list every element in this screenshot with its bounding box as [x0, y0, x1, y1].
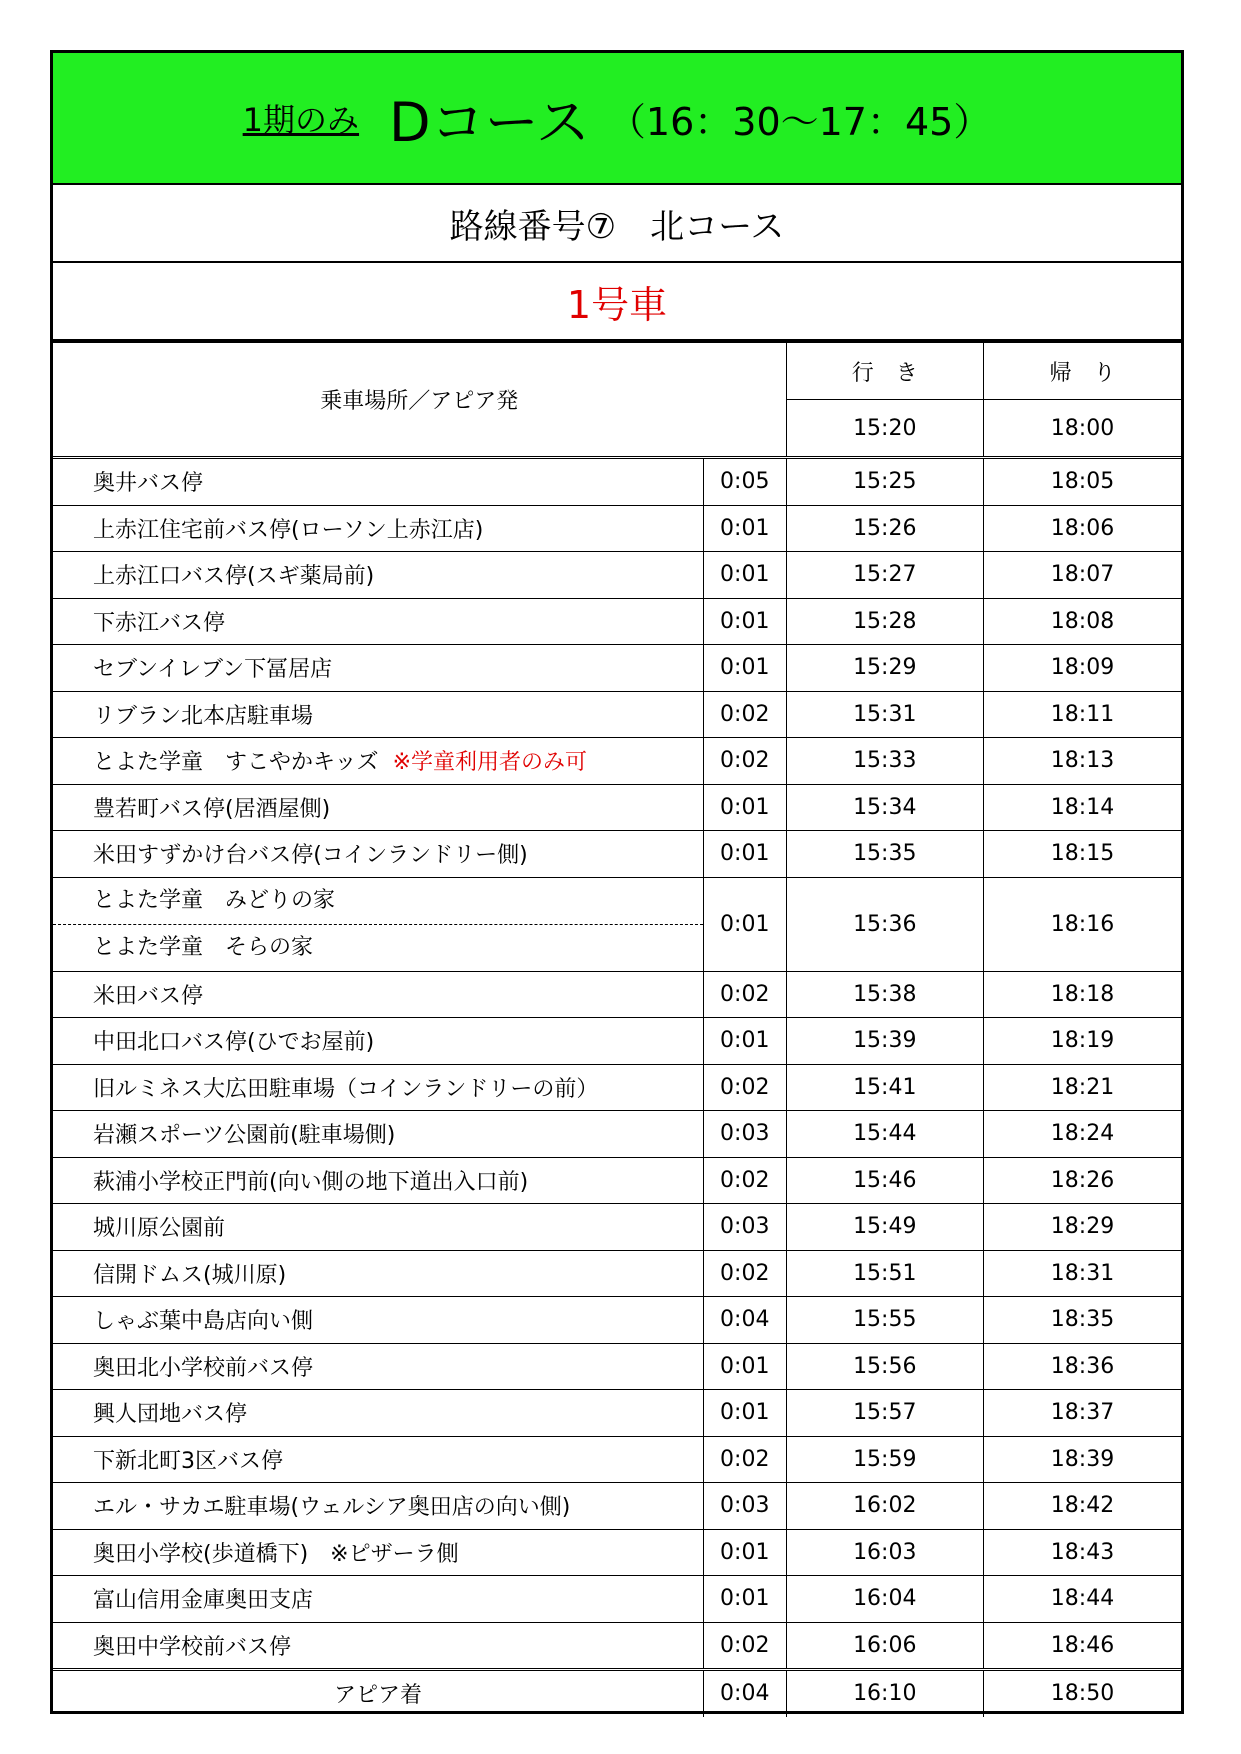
- return-time-cell: 18:44: [984, 1576, 1182, 1623]
- interval-cell: 0:01: [703, 1390, 786, 1437]
- return-time-cell: 18:09: [984, 645, 1182, 692]
- return-time-cell: 18:42: [984, 1483, 1182, 1530]
- outbound-time-cell: 16:02: [786, 1483, 983, 1530]
- schedule-table: [53, 342, 1181, 1717]
- stop-name: [53, 971, 703, 1018]
- table-row: [53, 598, 1181, 645]
- table-row: [53, 1576, 1181, 1623]
- outbound-time-cell: 15:49: [786, 1204, 983, 1251]
- stop-name: [53, 1576, 703, 1623]
- interval-cell: 0:03: [703, 1111, 786, 1158]
- return-time-cell: 18:37: [984, 1390, 1182, 1437]
- interval-cell: 0:02: [703, 1250, 786, 1297]
- stop-name: [53, 645, 703, 692]
- return-time-cell: 18:29: [984, 1204, 1182, 1251]
- stop-name: [53, 1157, 703, 1204]
- stop-name-text: 下赤江バス停: [93, 610, 226, 636]
- table-row: [53, 691, 1181, 738]
- stop-name-combined: [53, 877, 703, 971]
- table-row: [53, 971, 1181, 1018]
- stop-name: [53, 784, 703, 831]
- stop-note: ※学童利用者のみ可: [392, 750, 587, 776]
- outbound-time-cell: 15:34: [786, 784, 983, 831]
- outbound-time-cell: 15:29: [786, 645, 983, 692]
- table-row: [53, 784, 1181, 831]
- return-time-cell: 18:26: [984, 1157, 1182, 1204]
- stop-name-text: 旧ルミネス大広田駐車場（コインランドリーの前）: [93, 1076, 599, 1102]
- return-time-cell: 18:05: [984, 458, 1182, 506]
- arrival-label: アピア着: [53, 1670, 703, 1717]
- table-row: [53, 831, 1181, 878]
- stop-name-text: 信開ドムス(城川原): [93, 1262, 287, 1288]
- stop-name-text: セブンイレブン下冨居店: [93, 657, 333, 683]
- stop-name-text: 奥井バス停: [93, 471, 204, 497]
- table-row: [53, 1529, 1181, 1576]
- outbound-time-cell: 15:44: [786, 1111, 983, 1158]
- table-row: [53, 458, 1181, 506]
- interval-cell: 0:01: [703, 1018, 786, 1065]
- return-time-cell: 18:07: [984, 552, 1182, 599]
- stop-name-text: 岩瀬スポーツ公園前(駐車場側): [93, 1123, 396, 1149]
- table-row: [53, 552, 1181, 599]
- interval-cell: 0:01: [703, 1343, 786, 1390]
- stop-name-text: しゃぶ葉中島店向い側: [93, 1309, 314, 1335]
- outbound-time-cell: 15:59: [786, 1436, 983, 1483]
- interval-cell: 0:02: [703, 1064, 786, 1111]
- table-row: [53, 1436, 1181, 1483]
- return-time-cell: 18:35: [984, 1297, 1182, 1344]
- interval-cell: 0:01: [703, 645, 786, 692]
- outbound-time-cell: 15:26: [786, 505, 983, 552]
- timetable-sheet: [50, 50, 1184, 1714]
- period-label: 1期のみ: [242, 101, 360, 139]
- stop-name-text: 城川原公園前: [93, 1216, 226, 1242]
- stop-name-text: 上赤江口バス停(スギ薬局前): [93, 564, 375, 590]
- table-row: [53, 1111, 1181, 1158]
- stop-name-text: 上赤江住宅前バス停(ローソン上赤江店): [93, 517, 484, 543]
- table-row: [53, 1390, 1181, 1437]
- stop-name: [53, 1390, 703, 1437]
- stop-name: [53, 1297, 703, 1344]
- outbound-time-cell: 15:56: [786, 1343, 983, 1390]
- interval-cell: 0:02: [703, 691, 786, 738]
- outbound-time-cell: 15:46: [786, 1157, 983, 1204]
- course-time: （16：30～17：45）: [607, 99, 992, 144]
- interval-cell: 0:04: [703, 1670, 786, 1717]
- table-row: [53, 1343, 1181, 1390]
- return-time-cell: 18:43: [984, 1529, 1182, 1576]
- return-time-cell: 18:13: [984, 738, 1182, 785]
- course-title-banner: [53, 53, 1181, 185]
- stop-name: [53, 1018, 703, 1065]
- route-number: 路線番号⑦ 北コース: [53, 185, 1181, 263]
- interval-cell: 0:01: [703, 552, 786, 599]
- interval-cell: 0:01: [703, 505, 786, 552]
- outbound-time-cell: 15:57: [786, 1390, 983, 1437]
- return-time-cell: 18:11: [984, 691, 1182, 738]
- stop-name-text: 奥田北小学校前バス停: [93, 1355, 314, 1381]
- stop-name-text: 下新北町3区バス停: [93, 1448, 283, 1474]
- interval-cell: 0:03: [703, 1204, 786, 1251]
- stop-name-text: 中田北口バス停(ひでお屋前): [93, 1030, 375, 1056]
- arrival-row: [53, 1670, 1181, 1717]
- stop-name: [53, 1622, 703, 1670]
- outbound-time-cell: 15:27: [786, 552, 983, 599]
- stop-name-text: 奥田中学校前バス停: [93, 1634, 292, 1660]
- return-time-cell: 18:21: [984, 1064, 1182, 1111]
- return-time-cell: 18:31: [984, 1250, 1182, 1297]
- return-time-cell: 18:19: [984, 1018, 1182, 1065]
- stop-name: [53, 1111, 703, 1158]
- stop-name-text: リブラン北本店駐車場: [93, 703, 314, 729]
- stop-name: [53, 598, 703, 645]
- outbound-time-cell: 15:33: [786, 738, 983, 785]
- stop-name-text: 豊若町バス停(居酒屋側): [93, 796, 331, 822]
- outbound-time-cell: 16:03: [786, 1529, 983, 1576]
- stop-name-text: 奥田小学校(歩道橋下) ※ピザーラ側: [93, 1541, 459, 1567]
- outbound-time-cell: 15:28: [786, 598, 983, 645]
- stop-name: [53, 1250, 703, 1297]
- outbound-time-cell: 15:36: [786, 877, 983, 971]
- outbound-time-cell: 15:38: [786, 971, 983, 1018]
- interval-cell: 0:02: [703, 971, 786, 1018]
- interval-cell: 0:02: [703, 738, 786, 785]
- stop-name-text: 米田バス停: [93, 983, 204, 1009]
- interval-cell: 0:01: [703, 877, 786, 971]
- return-time-cell: 18:46: [984, 1622, 1182, 1670]
- outbound-start-time: 15:20: [786, 400, 983, 458]
- table-row-combined: [53, 877, 1181, 971]
- interval-cell: 0:01: [703, 598, 786, 645]
- stop-name: [53, 1343, 703, 1390]
- stop-name-text: エル・サカエ駐車場(ウェルシア奥田店の向い側): [93, 1495, 571, 1521]
- outbound-time-cell: 15:39: [786, 1018, 983, 1065]
- stop-name: [53, 1483, 703, 1530]
- stop-name: [53, 691, 703, 738]
- table-row: [53, 1157, 1181, 1204]
- car-number: 1号車: [53, 263, 1181, 342]
- outbound-time-cell: 16:04: [786, 1576, 983, 1623]
- table-row: [53, 1622, 1181, 1670]
- stop-name: [53, 1529, 703, 1576]
- interval-cell: 0:03: [703, 1483, 786, 1530]
- outbound-time-cell: 15:31: [786, 691, 983, 738]
- table-row: [53, 1018, 1181, 1065]
- stop-name-text: とよた学童 すこやかキッズ: [93, 750, 379, 776]
- stop-name-text: 萩浦小学校正門前(向い側の地下道出入口前): [93, 1169, 529, 1195]
- return-time-cell: 18:18: [984, 971, 1182, 1018]
- interval-cell: 0:01: [703, 784, 786, 831]
- stop-name-text: とよた学童 そらの家: [93, 934, 314, 960]
- stop-name: [53, 831, 703, 878]
- table-row: [53, 645, 1181, 692]
- table-header-row: [53, 343, 1181, 400]
- return-time-cell: 18:08: [984, 598, 1182, 645]
- table-row: [53, 1250, 1181, 1297]
- table-row: [53, 1297, 1181, 1344]
- return-time-cell: 18:50: [984, 1670, 1182, 1717]
- outbound-time-cell: 15:35: [786, 831, 983, 878]
- stop-name: [53, 1204, 703, 1251]
- return-time-cell: 18:15: [984, 831, 1182, 878]
- return-time-cell: 18:24: [984, 1111, 1182, 1158]
- departure-label: 乗車場所／アピア発: [53, 343, 786, 458]
- interval-cell: 0:02: [703, 1622, 786, 1670]
- table-row: [53, 1064, 1181, 1111]
- stop-name: [53, 552, 703, 599]
- stop-name-text: 富山信用金庫奥田支店: [93, 1588, 314, 1614]
- table-row: [53, 1204, 1181, 1251]
- return-time-cell: 18:14: [984, 784, 1182, 831]
- outbound-time-cell: 15:55: [786, 1297, 983, 1344]
- outbound-time-cell: 15:25: [786, 458, 983, 506]
- return-time-cell: 18:16: [984, 877, 1182, 971]
- return-start-time: 18:00: [984, 400, 1182, 458]
- stop-name-text: とよた学童 みどりの家: [53, 878, 703, 925]
- table-row: [53, 505, 1181, 552]
- return-time-cell: 18:39: [984, 1436, 1182, 1483]
- table-row: [53, 738, 1181, 785]
- table-row: [53, 1483, 1181, 1530]
- interval-cell: 0:01: [703, 1529, 786, 1576]
- interval-cell: 0:02: [703, 1157, 786, 1204]
- outbound-time-cell: 15:51: [786, 1250, 983, 1297]
- return-time-cell: 18:06: [984, 505, 1182, 552]
- return-time-cell: 18:36: [984, 1343, 1182, 1390]
- interval-cell: 0:01: [703, 1576, 786, 1623]
- stop-name: [53, 505, 703, 552]
- stop-name: [53, 1436, 703, 1483]
- interval-cell: 0:04: [703, 1297, 786, 1344]
- interval-cell: 0:02: [703, 1436, 786, 1483]
- course-name: Dコース: [389, 90, 590, 154]
- return-header: 帰 り: [984, 343, 1182, 400]
- interval-cell: 0:05: [703, 458, 786, 506]
- stop-name: [53, 1064, 703, 1111]
- outbound-header: 行 き: [786, 343, 983, 400]
- stop-name-text: 興人団地バス停: [93, 1402, 248, 1428]
- outbound-time-cell: 16:10: [786, 1670, 983, 1717]
- outbound-time-cell: 15:41: [786, 1064, 983, 1111]
- stop-name-text: 米田すずかけ台バス停(コインランドリー側): [93, 843, 528, 869]
- stop-name: [53, 738, 703, 785]
- interval-cell: 0:01: [703, 831, 786, 878]
- outbound-time-cell: 16:06: [786, 1622, 983, 1670]
- stop-name: [53, 458, 703, 506]
